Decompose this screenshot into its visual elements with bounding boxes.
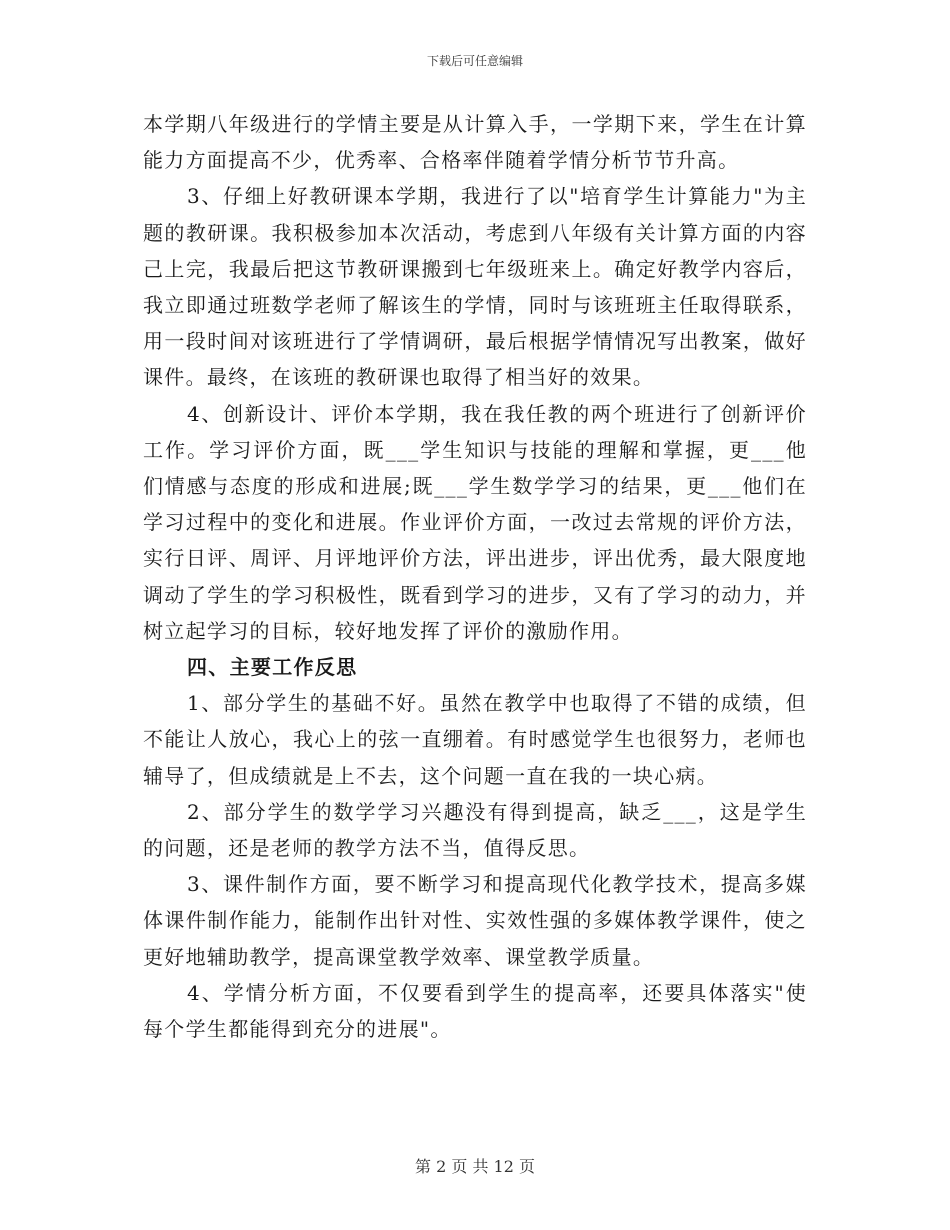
document-body (143, 106, 807, 1047)
paragraph-continuation: 本学期八年级进行的学情主要是从计算入手，一学期下来，学生在计算能力方面提高不少，优秀率、合格率伴随着学情分析节节升高。 (143, 112, 807, 173)
page-number: 第 2 页 共 12 页 (415, 1157, 535, 1176)
page-header: 下载后可任意编辑 (426, 54, 523, 68)
paragraph-innovative-evaluation: 4、创新设计、评价本学期，我在我任教的两个班进行了创新评价工作。学习评价方面，既___学生知识与技能的理解和掌握，更___他们情感与态度的形成和进展;既___学生数学学习的结果，更___他们在学习过程中的变化和进展。作业评价方面，一改过去常规的评价方法，实行日评、周评、月评地评价方法，评出进步，评出优秀，最大限度地调动了学生的学习积极性，既看到学习的进步，又有了学习的动力，并树立起学习的目标，较好地发挥了评价的激励作用。 (143, 401, 807, 643)
section-heading: 四、主要工作反思 (187, 655, 358, 680)
reflection-item-4: 4、学情分析方面，不仅要看到学生的提高率，还要具体落实"使每个学生都能得到充分的进展"。 (143, 980, 807, 1042)
paragraph-teaching-research: 3、仔细上好教研课本学期，我进行了以"培育学生计算能力"为主题的教研课。我积极参加本次活动，考虑到八年级有关计算方面的内容己上完，我最后把这节教研课搬到七年级班来上。确定好教学内容后，我立即通过班数学老师了解该生的学情，同时与该班班主任取得联系，用一段时间对该班进行了学情调研，最后根据学情情况写出教案，做好课件。最终，在该班的教研课也取得了相当好的效果。 (143, 184, 807, 390)
reflection-item-1: 1、部分学生的基础不好。虽然在教学中也取得了不错的成绩，但不能让人放心，我心上的弦一直绷着。有时感觉学生也很努力，老师也辅导了，但成绩就是上不去，这个问题一直在我的一块心病。 (143, 691, 807, 788)
reflection-item-3: 3、课件制作方面，要不断学习和提高现代化教学技术，提高多媒体课件制作能力，能制作出针对性、实效性强的多媒体教学课件，使之更好地辅助教学，提高课堂教学效率、课堂教学质量。 (143, 872, 807, 969)
reflection-item-2: 2、部分学生的数学学习兴趣没有得到提高，缺乏___，这是学生的问题，还是老师的教学方法不当，值得反思。 (143, 799, 807, 861)
